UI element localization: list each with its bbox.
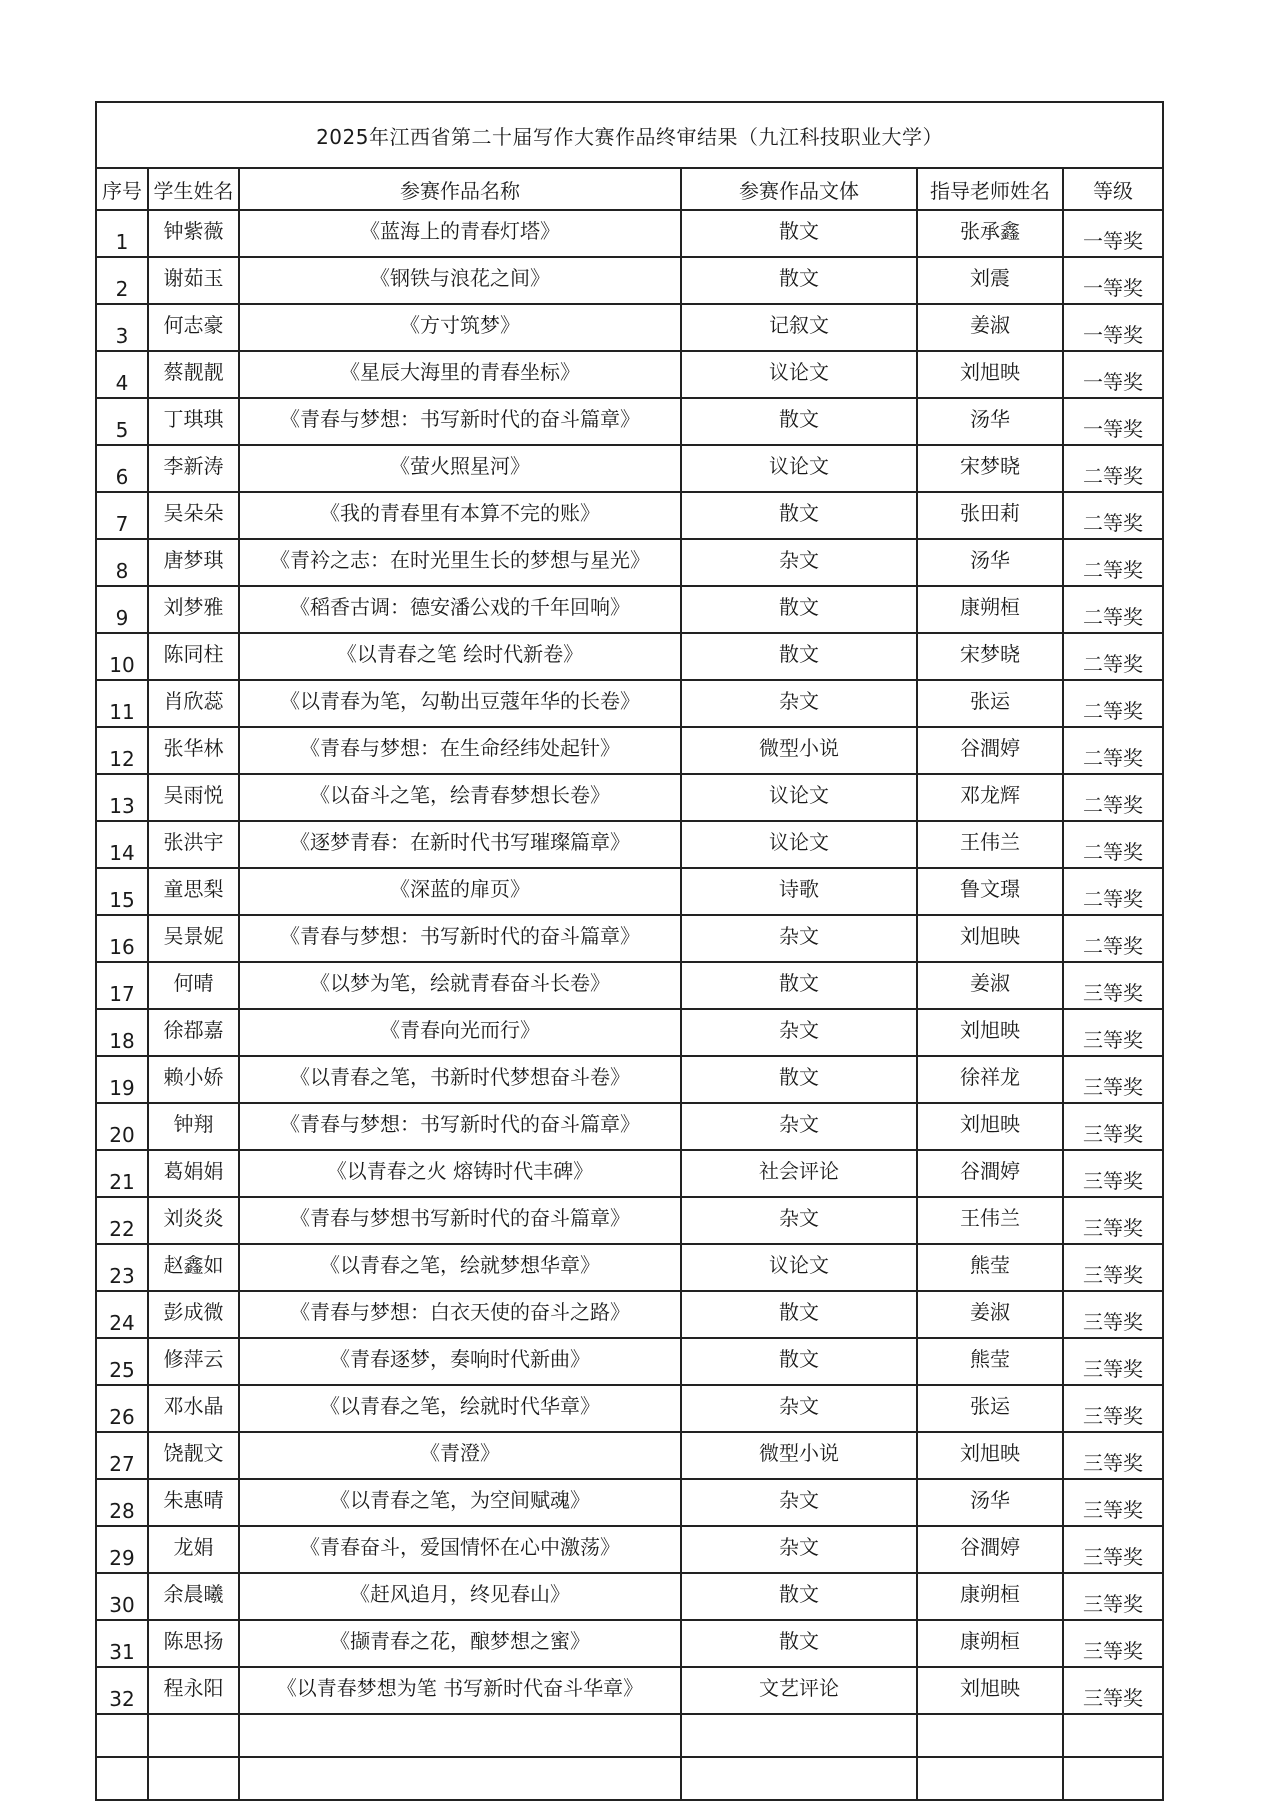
student-name: 龙娟 bbox=[148, 1526, 239, 1573]
blank-cell bbox=[1063, 1757, 1163, 1800]
work-genre: 散文 bbox=[681, 962, 917, 1009]
table-row bbox=[96, 1620, 1163, 1667]
table-row bbox=[96, 304, 1163, 351]
teacher-name: 张运 bbox=[917, 1385, 1063, 1432]
work-title: 《以青春为笔，勾勒出豆蔻年华的长卷》 bbox=[239, 680, 681, 727]
teacher-name: 刘旭映 bbox=[917, 351, 1063, 398]
blank-cell bbox=[239, 1714, 681, 1757]
table-row bbox=[96, 1432, 1163, 1479]
teacher-name: 张运 bbox=[917, 680, 1063, 727]
award-grade: 二等奖 bbox=[1063, 680, 1163, 727]
student-name: 陈思扬 bbox=[148, 1620, 239, 1667]
work-genre: 杂文 bbox=[681, 680, 917, 727]
teacher-name: 姜淑 bbox=[917, 304, 1063, 351]
row-number: 4 bbox=[96, 351, 148, 398]
teacher-name: 宋梦晓 bbox=[917, 633, 1063, 680]
teacher-name: 王伟兰 bbox=[917, 821, 1063, 868]
table-row bbox=[96, 492, 1163, 539]
row-number: 1 bbox=[96, 210, 148, 257]
student-name: 刘炎炎 bbox=[148, 1197, 239, 1244]
teacher-name: 康朔桓 bbox=[917, 1573, 1063, 1620]
student-name: 丁琪琪 bbox=[148, 398, 239, 445]
teacher-name: 谷澗婷 bbox=[917, 1526, 1063, 1573]
award-grade: 三等奖 bbox=[1063, 1479, 1163, 1526]
teacher-name: 谷澗婷 bbox=[917, 727, 1063, 774]
work-genre: 杂文 bbox=[681, 1103, 917, 1150]
blank-row bbox=[96, 1714, 1163, 1757]
table-row bbox=[96, 727, 1163, 774]
header-grade: 等级 bbox=[1063, 168, 1163, 210]
teacher-name: 刘旭映 bbox=[917, 1432, 1063, 1479]
award-grade: 三等奖 bbox=[1063, 1620, 1163, 1667]
work-title: 《以青春之笔，书新时代梦想奋斗卷》 bbox=[239, 1056, 681, 1103]
row-number: 18 bbox=[96, 1009, 148, 1056]
table-row bbox=[96, 1009, 1163, 1056]
teacher-name: 姜淑 bbox=[917, 1291, 1063, 1338]
student-name: 吴朵朵 bbox=[148, 492, 239, 539]
blank-cell bbox=[148, 1714, 239, 1757]
row-number: 24 bbox=[96, 1291, 148, 1338]
work-title: 《萤火照星河》 bbox=[239, 445, 681, 492]
award-grade: 三等奖 bbox=[1063, 1526, 1163, 1573]
work-genre: 记叙文 bbox=[681, 304, 917, 351]
work-genre: 散文 bbox=[681, 257, 917, 304]
award-grade: 二等奖 bbox=[1063, 586, 1163, 633]
row-number: 14 bbox=[96, 821, 148, 868]
blank-cell bbox=[148, 1757, 239, 1800]
work-title: 《以青春之笔，绘就时代华章》 bbox=[239, 1385, 681, 1432]
teacher-name: 徐祥龙 bbox=[917, 1056, 1063, 1103]
work-genre: 文艺评论 bbox=[681, 1667, 917, 1714]
award-grade: 一等奖 bbox=[1063, 398, 1163, 445]
work-title: 《深蓝的扉页》 bbox=[239, 868, 681, 915]
award-grade: 二等奖 bbox=[1063, 821, 1163, 868]
row-number: 13 bbox=[96, 774, 148, 821]
student-name: 饶靓文 bbox=[148, 1432, 239, 1479]
teacher-name: 汤华 bbox=[917, 539, 1063, 586]
table-row bbox=[96, 445, 1163, 492]
blank-cell bbox=[96, 1714, 148, 1757]
header-teacher: 指导老师姓名 bbox=[917, 168, 1063, 210]
row-number: 29 bbox=[96, 1526, 148, 1573]
teacher-name: 刘旭映 bbox=[917, 1009, 1063, 1056]
table-row bbox=[96, 868, 1163, 915]
award-grade: 三等奖 bbox=[1063, 1291, 1163, 1338]
row-number: 2 bbox=[96, 257, 148, 304]
student-name: 肖欣蕊 bbox=[148, 680, 239, 727]
work-genre: 议论文 bbox=[681, 445, 917, 492]
student-name: 钟翔 bbox=[148, 1103, 239, 1150]
teacher-name: 刘旭映 bbox=[917, 1667, 1063, 1714]
row-number: 25 bbox=[96, 1338, 148, 1385]
teacher-name: 刘旭映 bbox=[917, 1103, 1063, 1150]
teacher-name: 汤华 bbox=[917, 1479, 1063, 1526]
header-row bbox=[96, 168, 1163, 210]
work-genre: 杂文 bbox=[681, 1385, 917, 1432]
header-work: 参赛作品名称 bbox=[239, 168, 681, 210]
table-row bbox=[96, 1291, 1163, 1338]
student-name: 赵鑫如 bbox=[148, 1244, 239, 1291]
work-title: 《方寸筑梦》 bbox=[239, 304, 681, 351]
row-number: 6 bbox=[96, 445, 148, 492]
row-number: 17 bbox=[96, 962, 148, 1009]
work-title: 《青春与梦想：书写新时代的奋斗篇章》 bbox=[239, 398, 681, 445]
student-name: 童思梨 bbox=[148, 868, 239, 915]
blank-cell bbox=[239, 1757, 681, 1800]
work-title: 《青澄》 bbox=[239, 1432, 681, 1479]
student-name: 赖小娇 bbox=[148, 1056, 239, 1103]
row-number: 8 bbox=[96, 539, 148, 586]
table-row bbox=[96, 633, 1163, 680]
student-name: 张华林 bbox=[148, 727, 239, 774]
work-title: 《青春与梦想：在生命经纬处起针》 bbox=[239, 727, 681, 774]
work-title: 《逐梦青春：在新时代书写璀璨篇章》 bbox=[239, 821, 681, 868]
work-title: 《青春与梦想：白衣天使的奋斗之路》 bbox=[239, 1291, 681, 1338]
work-title: 《青衿之志：在时光里生长的梦想与星光》 bbox=[239, 539, 681, 586]
header-student: 学生姓名 bbox=[148, 168, 239, 210]
work-genre: 散文 bbox=[681, 1620, 917, 1667]
row-number: 9 bbox=[96, 586, 148, 633]
teacher-name: 鲁文璟 bbox=[917, 868, 1063, 915]
student-name: 程永阳 bbox=[148, 1667, 239, 1714]
award-grade: 二等奖 bbox=[1063, 727, 1163, 774]
work-title: 《青春奋斗，爱国情怀在心中激荡》 bbox=[239, 1526, 681, 1573]
work-genre: 散文 bbox=[681, 1056, 917, 1103]
table-row bbox=[96, 821, 1163, 868]
row-number: 22 bbox=[96, 1197, 148, 1244]
row-number: 20 bbox=[96, 1103, 148, 1150]
table-row bbox=[96, 586, 1163, 633]
row-number: 26 bbox=[96, 1385, 148, 1432]
work-genre: 杂文 bbox=[681, 1526, 917, 1573]
work-genre: 散文 bbox=[681, 492, 917, 539]
row-number: 11 bbox=[96, 680, 148, 727]
work-genre: 微型小说 bbox=[681, 1432, 917, 1479]
work-genre: 散文 bbox=[681, 398, 917, 445]
award-grade: 三等奖 bbox=[1063, 1338, 1163, 1385]
work-genre: 杂文 bbox=[681, 1197, 917, 1244]
work-title: 《青春与梦想书写新时代的奋斗篇章》 bbox=[239, 1197, 681, 1244]
teacher-name: 宋梦晓 bbox=[917, 445, 1063, 492]
award-grade: 二等奖 bbox=[1063, 539, 1163, 586]
header-no: 序号 bbox=[96, 168, 148, 210]
work-title: 《青春与梦想：书写新时代的奋斗篇章》 bbox=[239, 915, 681, 962]
work-title: 《蓝海上的青春灯塔》 bbox=[239, 210, 681, 257]
blank-cell bbox=[1063, 1714, 1163, 1757]
work-genre: 议论文 bbox=[681, 821, 917, 868]
table-row bbox=[96, 1338, 1163, 1385]
blank-cell bbox=[917, 1757, 1063, 1800]
award-grade: 二等奖 bbox=[1063, 915, 1163, 962]
work-genre: 杂文 bbox=[681, 915, 917, 962]
student-name: 唐梦琪 bbox=[148, 539, 239, 586]
table-row bbox=[96, 774, 1163, 821]
table-row bbox=[96, 1103, 1163, 1150]
student-name: 蔡靓靓 bbox=[148, 351, 239, 398]
student-name: 朱惠晴 bbox=[148, 1479, 239, 1526]
work-title: 《稻香古调：德安潘公戏的千年回响》 bbox=[239, 586, 681, 633]
award-grade: 二等奖 bbox=[1063, 868, 1163, 915]
blank-cell bbox=[917, 1714, 1063, 1757]
table-row bbox=[96, 1197, 1163, 1244]
row-number: 23 bbox=[96, 1244, 148, 1291]
header-genre: 参赛作品文体 bbox=[681, 168, 917, 210]
row-number: 15 bbox=[96, 868, 148, 915]
work-genre: 散文 bbox=[681, 633, 917, 680]
work-title: 《以青春之笔，为空间赋魂》 bbox=[239, 1479, 681, 1526]
teacher-name: 熊莹 bbox=[917, 1338, 1063, 1385]
row-number: 19 bbox=[96, 1056, 148, 1103]
award-grade: 三等奖 bbox=[1063, 1667, 1163, 1714]
award-grade: 一等奖 bbox=[1063, 304, 1163, 351]
row-number: 7 bbox=[96, 492, 148, 539]
table-row bbox=[96, 1667, 1163, 1714]
award-grade: 三等奖 bbox=[1063, 1197, 1163, 1244]
table-row bbox=[96, 210, 1163, 257]
award-grade: 三等奖 bbox=[1063, 962, 1163, 1009]
teacher-name: 康朔桓 bbox=[917, 586, 1063, 633]
table-row bbox=[96, 1573, 1163, 1620]
work-title: 《以青春之笔，绘就梦想华章》 bbox=[239, 1244, 681, 1291]
work-title: 《赶风追月，终见春山》 bbox=[239, 1573, 681, 1620]
row-number: 28 bbox=[96, 1479, 148, 1526]
work-genre: 散文 bbox=[681, 1291, 917, 1338]
student-name: 钟紫薇 bbox=[148, 210, 239, 257]
row-number: 21 bbox=[96, 1150, 148, 1197]
work-title: 《以奋斗之笔，绘青春梦想长卷》 bbox=[239, 774, 681, 821]
student-name: 何晴 bbox=[148, 962, 239, 1009]
work-genre: 议论文 bbox=[681, 1244, 917, 1291]
table-row bbox=[96, 351, 1163, 398]
work-title: 《青春逐梦，奏响时代新曲》 bbox=[239, 1338, 681, 1385]
student-name: 陈同柱 bbox=[148, 633, 239, 680]
table-row bbox=[96, 1056, 1163, 1103]
student-name: 吴雨悦 bbox=[148, 774, 239, 821]
work-genre: 杂文 bbox=[681, 539, 917, 586]
table-row bbox=[96, 962, 1163, 1009]
student-name: 邓水晶 bbox=[148, 1385, 239, 1432]
blank-cell bbox=[681, 1757, 917, 1800]
award-grade: 二等奖 bbox=[1063, 492, 1163, 539]
work-genre: 杂文 bbox=[681, 1009, 917, 1056]
award-grade: 一等奖 bbox=[1063, 257, 1163, 304]
work-title: 《以青春梦想为笔 书写新时代奋斗华章》 bbox=[239, 1667, 681, 1714]
student-name: 吴景妮 bbox=[148, 915, 239, 962]
award-grade: 二等奖 bbox=[1063, 445, 1163, 492]
results-sheet bbox=[95, 101, 1162, 1801]
row-number: 32 bbox=[96, 1667, 148, 1714]
award-grade: 三等奖 bbox=[1063, 1573, 1163, 1620]
teacher-name: 熊莹 bbox=[917, 1244, 1063, 1291]
award-grade: 三等奖 bbox=[1063, 1150, 1163, 1197]
work-title: 《青春与梦想：书写新时代的奋斗篇章》 bbox=[239, 1103, 681, 1150]
work-title: 《我的青春里有本算不完的账》 bbox=[239, 492, 681, 539]
work-genre: 散文 bbox=[681, 1573, 917, 1620]
work-title: 《钢铁与浪花之间》 bbox=[239, 257, 681, 304]
row-number: 5 bbox=[96, 398, 148, 445]
table-row bbox=[96, 398, 1163, 445]
teacher-name: 张田莉 bbox=[917, 492, 1063, 539]
row-number: 30 bbox=[96, 1573, 148, 1620]
teacher-name: 邓龙辉 bbox=[917, 774, 1063, 821]
work-genre: 散文 bbox=[681, 210, 917, 257]
student-name: 谢茹玉 bbox=[148, 257, 239, 304]
document-title: 2025年江西省第二十届写作大赛作品终审结果（九江科技职业大学） bbox=[96, 102, 1163, 168]
work-genre: 诗歌 bbox=[681, 868, 917, 915]
work-genre: 议论文 bbox=[681, 351, 917, 398]
row-number: 12 bbox=[96, 727, 148, 774]
award-grade: 三等奖 bbox=[1063, 1103, 1163, 1150]
teacher-name: 姜淑 bbox=[917, 962, 1063, 1009]
award-grade: 三等奖 bbox=[1063, 1385, 1163, 1432]
student-name: 李新涛 bbox=[148, 445, 239, 492]
award-grade: 一等奖 bbox=[1063, 351, 1163, 398]
work-title: 《以青春之火 熔铸时代丰碑》 bbox=[239, 1150, 681, 1197]
student-name: 修萍云 bbox=[148, 1338, 239, 1385]
teacher-name: 康朔桓 bbox=[917, 1620, 1063, 1667]
table-row bbox=[96, 539, 1163, 586]
row-number: 3 bbox=[96, 304, 148, 351]
student-name: 徐鄀嘉 bbox=[148, 1009, 239, 1056]
row-number: 16 bbox=[96, 915, 148, 962]
teacher-name: 刘震 bbox=[917, 257, 1063, 304]
work-title: 《星辰大海里的青春坐标》 bbox=[239, 351, 681, 398]
table-row bbox=[96, 1150, 1163, 1197]
work-genre: 杂文 bbox=[681, 1479, 917, 1526]
work-title: 《撷青春之花，酿梦想之蜜》 bbox=[239, 1620, 681, 1667]
title-row bbox=[96, 102, 1163, 168]
table-row bbox=[96, 915, 1163, 962]
work-genre: 社会评论 bbox=[681, 1150, 917, 1197]
table-row bbox=[96, 1526, 1163, 1573]
teacher-name: 刘旭映 bbox=[917, 915, 1063, 962]
work-genre: 散文 bbox=[681, 586, 917, 633]
teacher-name: 汤华 bbox=[917, 398, 1063, 445]
student-name: 刘梦雅 bbox=[148, 586, 239, 633]
award-grade: 二等奖 bbox=[1063, 633, 1163, 680]
work-genre: 议论文 bbox=[681, 774, 917, 821]
blank-cell bbox=[681, 1714, 917, 1757]
teacher-name: 谷澗婷 bbox=[917, 1150, 1063, 1197]
row-number: 27 bbox=[96, 1432, 148, 1479]
table-row bbox=[96, 680, 1163, 727]
award-grade: 三等奖 bbox=[1063, 1244, 1163, 1291]
award-grade: 三等奖 bbox=[1063, 1056, 1163, 1103]
blank-row bbox=[96, 1757, 1163, 1800]
student-name: 张洪宇 bbox=[148, 821, 239, 868]
award-grade: 二等奖 bbox=[1063, 774, 1163, 821]
student-name: 余晨曦 bbox=[148, 1573, 239, 1620]
row-number: 10 bbox=[96, 633, 148, 680]
student-name: 彭成微 bbox=[148, 1291, 239, 1338]
work-genre: 散文 bbox=[681, 1338, 917, 1385]
work-genre: 微型小说 bbox=[681, 727, 917, 774]
work-title: 《以青春之笔 绘时代新卷》 bbox=[239, 633, 681, 680]
award-grade: 一等奖 bbox=[1063, 210, 1163, 257]
student-name: 葛娟娟 bbox=[148, 1150, 239, 1197]
table-row bbox=[96, 1244, 1163, 1291]
award-grade: 三等奖 bbox=[1063, 1432, 1163, 1479]
award-grade: 三等奖 bbox=[1063, 1009, 1163, 1056]
work-title: 《以梦为笔，绘就青春奋斗长卷》 bbox=[239, 962, 681, 1009]
blank-cell bbox=[96, 1757, 148, 1800]
row-number: 31 bbox=[96, 1620, 148, 1667]
student-name: 何志豪 bbox=[148, 304, 239, 351]
table-row bbox=[96, 1385, 1163, 1432]
work-title: 《青春向光而行》 bbox=[239, 1009, 681, 1056]
results-table bbox=[95, 101, 1164, 1801]
teacher-name: 王伟兰 bbox=[917, 1197, 1063, 1244]
table-row bbox=[96, 257, 1163, 304]
table-row bbox=[96, 1479, 1163, 1526]
teacher-name: 张承鑫 bbox=[917, 210, 1063, 257]
